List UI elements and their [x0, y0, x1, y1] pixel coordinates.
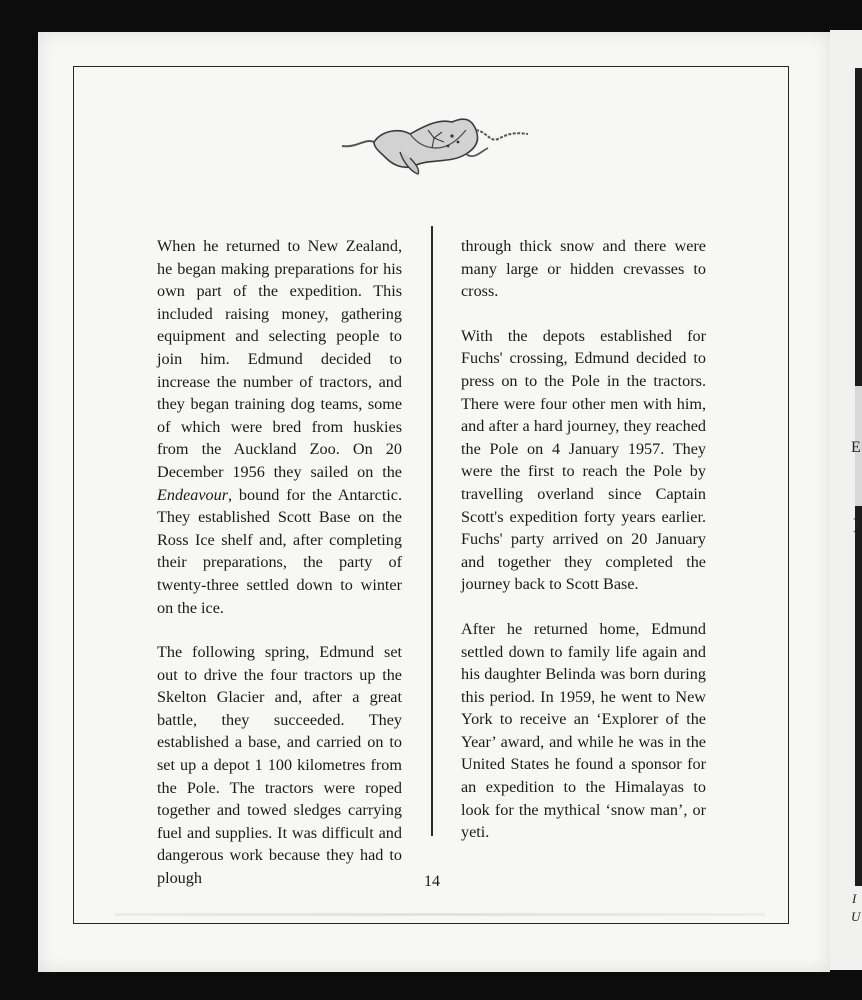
- adjacent-page-photo: [855, 68, 862, 886]
- paragraph: With the depots established for Fuchs' crossing, Edmund decided to press on to the Pole in the tractors. There were four other men with him, and after a hard journey, they reached the Pole on 4 January 1957. They were the first to reach the Pole by travelling overland since Captain Scott's expedition forty years earlier. Fuchs' party arrived on 20 January and together they completed the journey back to Scott Base.: [461, 326, 706, 594]
- paragraph-text: When he returned to New Zealand, he began making preparations for his own part of the expedition. This included raising money, gathering equipment and selecting people to join him. Edmund decided to increase the number of tractors, and they began training dog teams, some of which were bred from huskies from the Auckland Zoo. On 20 December 1956 they sailed on the: [157, 237, 402, 481]
- paragraph-text: , bound for the Antarctic. They established Scott Base on the Ross Ice shelf and, after completing their preparations, the party of twenty-three settled down to winter on the ice.: [157, 485, 402, 617]
- ship-name: Endeavour: [157, 485, 229, 504]
- text-column-left: [157, 235, 402, 912]
- paragraph: through thick snow and there were many large or hidden crevasses to cross.: [461, 237, 706, 301]
- adjacent-page-fragment: ): [853, 516, 859, 533]
- adjacent-page-fragment: I: [852, 891, 857, 906]
- text-column-right: [461, 235, 706, 866]
- adjacent-page-fragment: E: [851, 439, 861, 456]
- paragraph: [157, 235, 402, 619]
- ribbon-banner-icon: [340, 108, 530, 180]
- page-number: 14: [424, 873, 440, 890]
- paragraph: After he returned home, Edmund settled down to family life again and his daughter Belinda was born during this period. In 1959, he went to New York to receive an ‘Explorer of the Year’ award, and while he was in the United States he found a sponsor for an expedition to the Himalayas to look for the mythical ‘snow man’, or yeti.: [461, 619, 706, 842]
- show-through-text: [115, 913, 765, 916]
- adjacent-page-fragment: U: [851, 909, 861, 924]
- paragraph: The following spring, Edmund set out to drive the four tractors up the Skelton Glacier and, after a great battle, they succeeded. They established a base, and carried on to set up a depot 1 100 kilometres from the Pole. The tractors were roped together and towed sledges carrying fuel and supplies. It was difficult and dangerous work because they had to plough: [157, 643, 402, 888]
- column-divider: [431, 226, 433, 836]
